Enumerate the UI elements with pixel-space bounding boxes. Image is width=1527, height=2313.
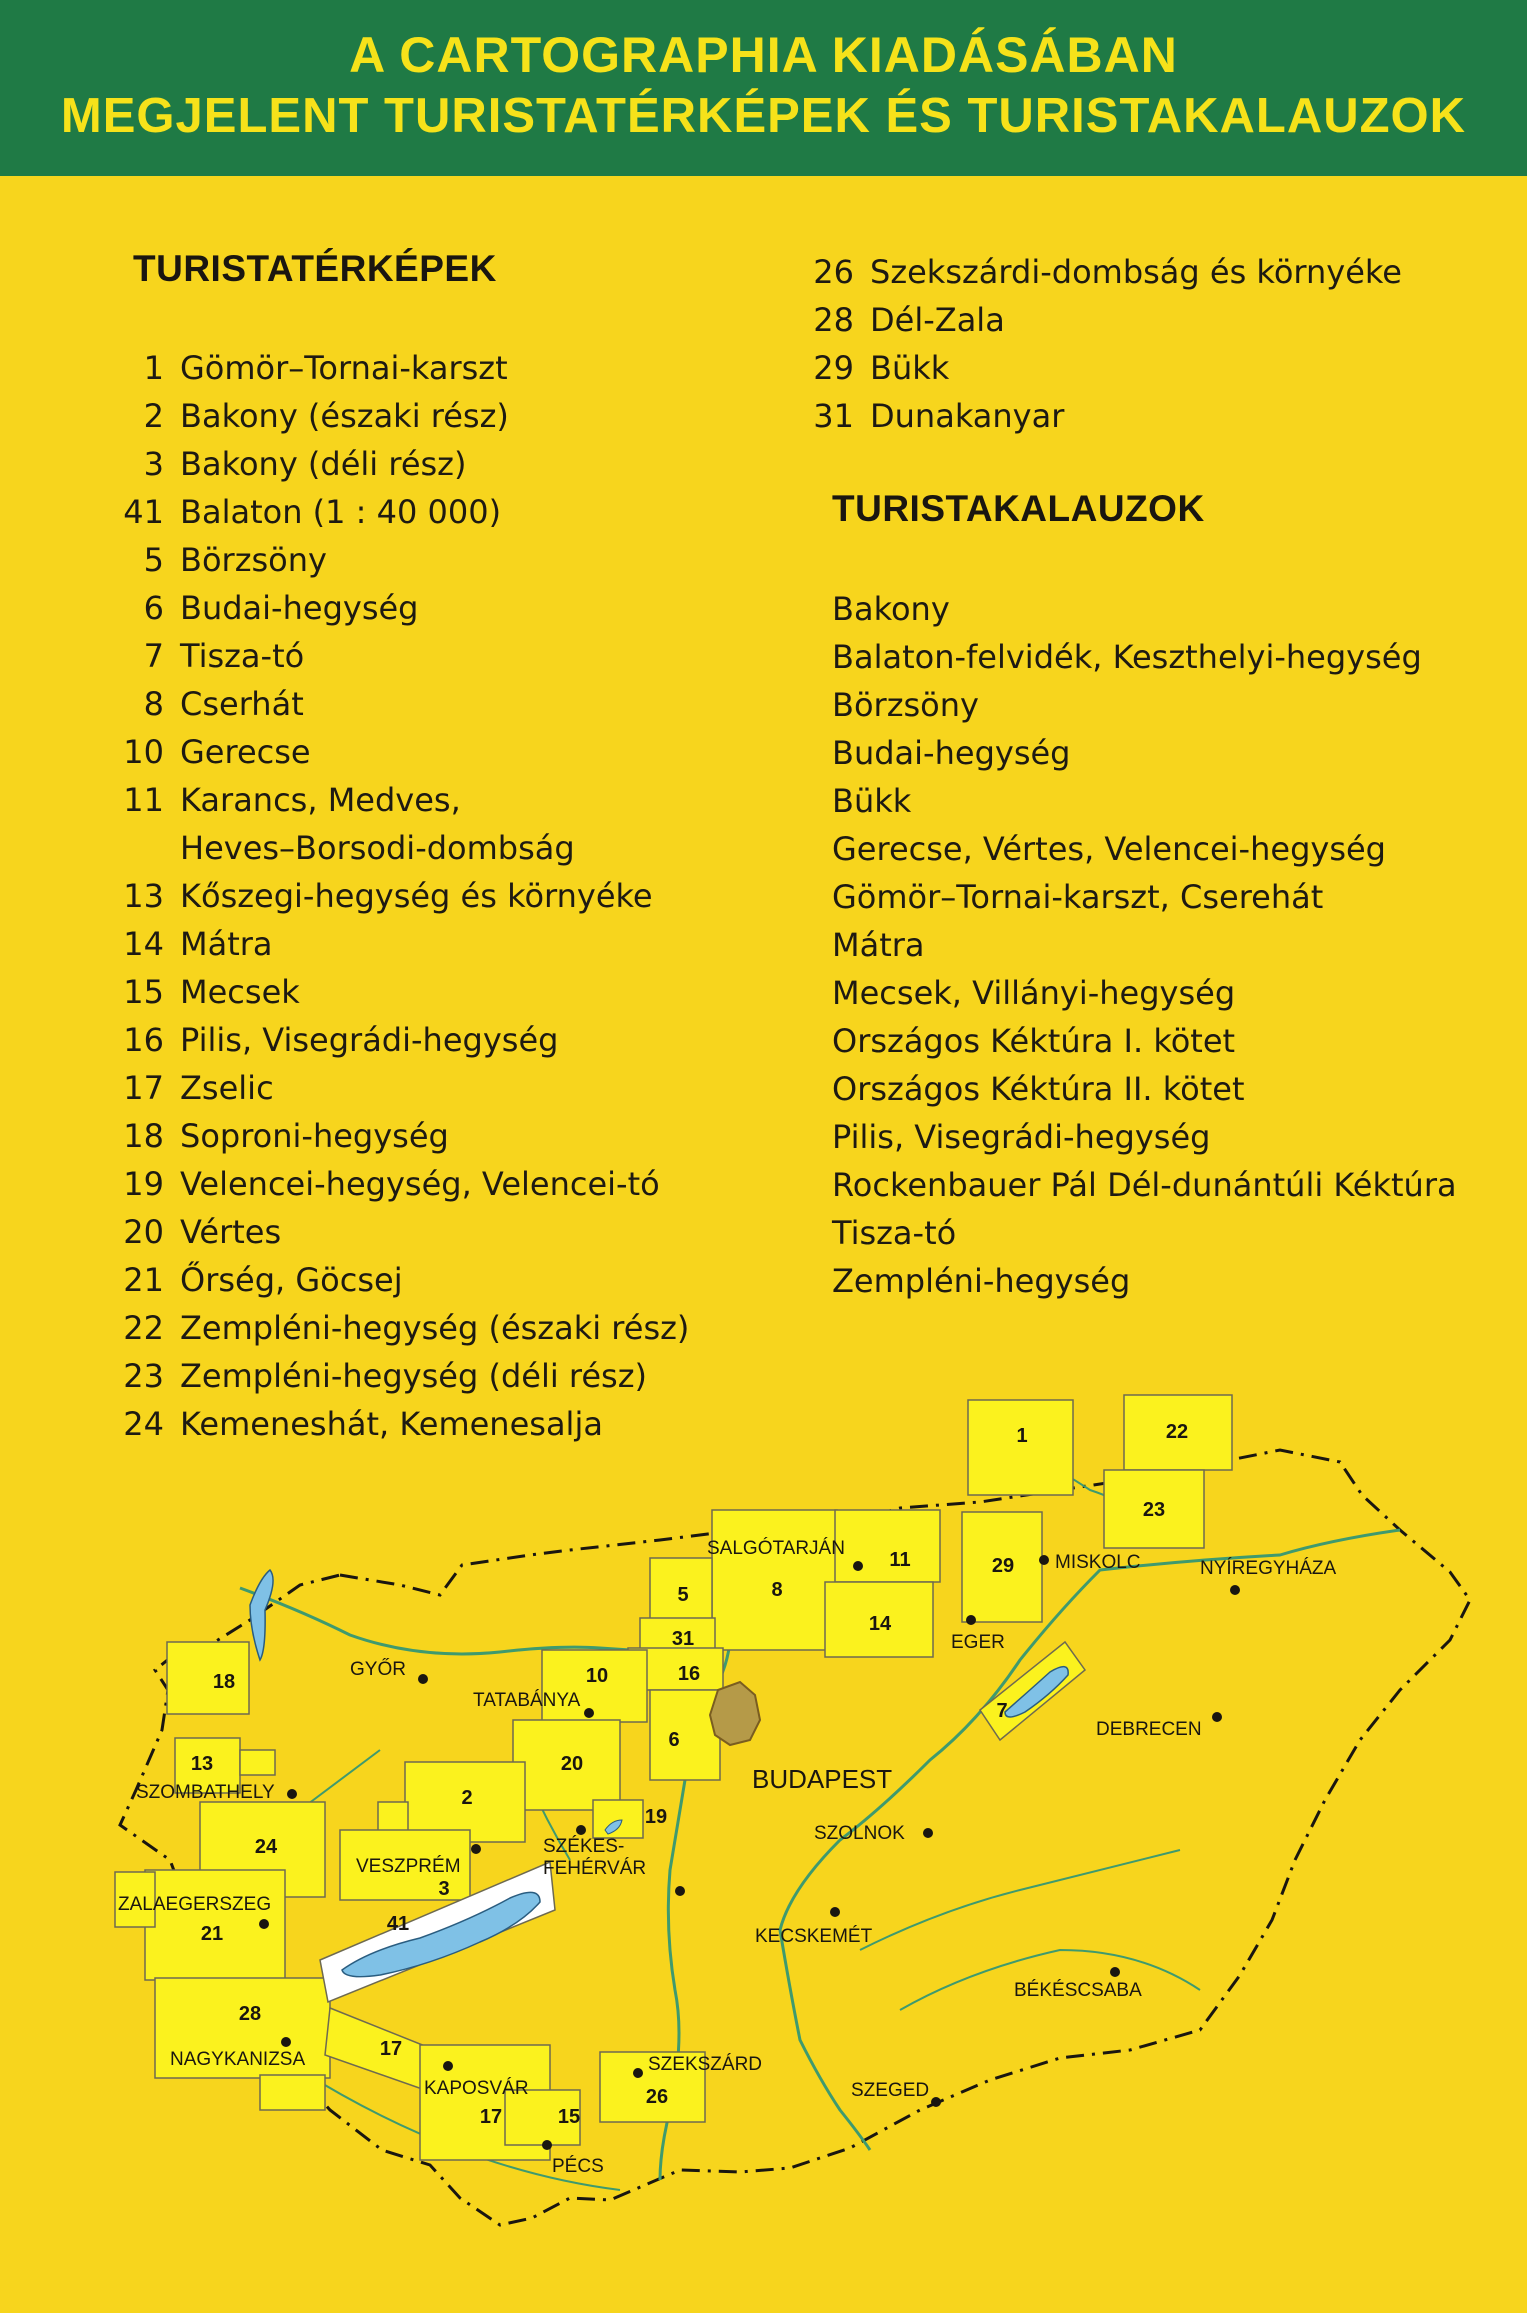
sheet-label-24: 24: [254, 1836, 278, 1858]
map-title: Zempléni-hegység (északi rész): [180, 1309, 690, 1347]
guide-list-item: [832, 729, 1512, 777]
city-label-zalaegerszeg: ZALAEGERSZEG: [118, 1894, 272, 1915]
map-title: Börzsöny: [180, 541, 327, 579]
map-title: Gömör–Tornai-karszt: [180, 349, 508, 387]
map-list-item: [122, 1304, 742, 1352]
sheet-label-20: 20: [560, 1753, 584, 1775]
lake-balaton: [342, 1892, 540, 1976]
sheet-label-28: 28: [238, 2003, 262, 2025]
banner-title-line-1: A CARTOGRAPHIA KIADÁSÁBAN: [349, 27, 1178, 83]
map-number: 8: [143, 685, 164, 723]
map-list-item: [122, 1112, 742, 1160]
map-list-item: [122, 632, 742, 680]
map-number: 19: [123, 1165, 164, 1203]
map-number: 22: [123, 1309, 164, 1347]
map-list-item: [812, 392, 1492, 440]
map-list-item: [122, 488, 742, 536]
sheet-label-5: 5: [677, 1584, 689, 1606]
map-title: Mátra: [180, 925, 273, 963]
city-label-kaposvar: KAPOSVÁR: [424, 2078, 529, 2099]
city-label-veszprem: VESZPRÉM: [356, 1856, 461, 1877]
map-list-item: [122, 824, 742, 872]
city-dot-zalaegerszeg: [259, 1919, 269, 1929]
guide-list-item: [832, 1257, 1512, 1305]
map-title: Velencei-hegység, Velencei-tó: [180, 1165, 660, 1203]
sheet-13-ext: [240, 1750, 275, 1775]
city-dot-kecskemet: [830, 1907, 840, 1917]
sheet-19: [593, 1800, 643, 1838]
map-title: Zselic: [180, 1069, 274, 1107]
city-dot-salgotarjan: [853, 1561, 863, 1571]
map-number: 14: [123, 925, 164, 963]
guide-list-item: [832, 825, 1512, 873]
city-label-szombathely: SZOMBATHELY: [136, 1782, 275, 1803]
city-label-nyiregyhaza: NYÍREGYHÁZA: [1200, 1558, 1337, 1579]
sheet-label-13: 13: [190, 1753, 214, 1775]
guide-list-item: [832, 969, 1512, 1017]
map-number: 23: [123, 1357, 164, 1395]
guide-list-item: [832, 681, 1512, 729]
map-list-item: [122, 584, 742, 632]
city-label-salgotarjan: SALGÓTARJÁN: [707, 1538, 845, 1559]
map-title: Kőszegi-hegység és környéke: [180, 877, 653, 915]
sheet-label-15: 15: [557, 2106, 581, 2128]
city-label-budapest: BUDAPEST: [752, 1764, 893, 1794]
map-list-item: [812, 344, 1492, 392]
map-list-item: [122, 968, 742, 1016]
city-dot-nagykanizsa: [281, 2037, 291, 2047]
city-label-eger: EGER: [951, 1632, 1005, 1653]
title-banner: [0, 0, 1527, 176]
map-list-item: [812, 248, 1492, 296]
city-dot-nyiregyhaza: [1230, 1585, 1240, 1595]
sheet-1: [968, 1400, 1073, 1495]
city-dot-kaposvar: [443, 2061, 453, 2071]
sheet-label-22: 22: [1165, 1421, 1189, 1443]
guide-title: Zempléni-hegység: [832, 1262, 1131, 1300]
map-list-item: [122, 344, 742, 392]
map-number: 3: [143, 445, 164, 483]
map-list-item: [122, 1256, 742, 1304]
city-label-kecskemet: KECSKEMÉT: [755, 1926, 873, 1947]
sheet-label-41: 41: [386, 1913, 410, 1935]
sheet-label-18: 18: [212, 1671, 236, 1693]
map-title: Tisza-tó: [180, 637, 305, 675]
map-title: Bakony (déli rész): [180, 445, 467, 483]
map-list-item: [122, 392, 742, 440]
city-dot-dunaujvaros: [675, 1886, 685, 1896]
map-title: Budai-hegység: [180, 589, 419, 627]
sheet-label-17-zselic: 17: [379, 2038, 403, 2060]
maps-heading: TURISTATÉRKÉPEK: [133, 248, 497, 289]
guide-title: Országos Kéktúra I. kötet: [832, 1022, 1236, 1060]
city-dot-tatabanya: [584, 1708, 594, 1718]
city-label-miskolc: MISKOLC: [1055, 1552, 1141, 1573]
map-number: 41: [123, 493, 164, 531]
map-list-item: [122, 440, 742, 488]
city-dot-bekescsaba: [1110, 1967, 1120, 1977]
sheet-label-11: 11: [889, 1549, 911, 1571]
map-list-item: [122, 728, 742, 776]
guide-list-item: [832, 1113, 1512, 1161]
city-dot-miskolc: [1039, 1555, 1049, 1565]
sheet-label-3: 3: [438, 1878, 450, 1900]
city-dot-szekesfehervar: [576, 1825, 586, 1835]
guide-title: Mátra: [832, 926, 925, 964]
guide-list-item: [832, 921, 1512, 969]
map-list-item: [122, 1208, 742, 1256]
map-number: 26: [813, 253, 854, 291]
guide-title: Gömör–Tornai-karszt, Cserehát: [832, 878, 1324, 916]
map-number: 13: [123, 877, 164, 915]
map-title: Balaton (1 : 40 000): [180, 493, 502, 531]
guide-list-item: [832, 1017, 1512, 1065]
city-dot-szolnok: [923, 1828, 933, 1838]
city-dot-pecs: [542, 2140, 552, 2150]
city-label-szekesfehervar-2: FEHÉRVÁR: [543, 1858, 647, 1879]
map-number: 2: [143, 397, 164, 435]
city-label-debrecen: DEBRECEN: [1096, 1719, 1202, 1740]
map-list-item: [812, 296, 1492, 344]
map-number: 6: [143, 589, 164, 627]
guide-list-item: [832, 633, 1512, 681]
city-dot-szeged: [931, 2097, 941, 2107]
guide-title: Országos Kéktúra II. kötet: [832, 1070, 1245, 1108]
map-list-item: [122, 872, 742, 920]
map-number: 20: [123, 1213, 164, 1251]
map-title: Vértes: [180, 1213, 282, 1251]
city-label-tatabanya: TATABÁNYA: [473, 1690, 581, 1711]
sheet-label-14: 14: [868, 1613, 892, 1635]
map-number: 24: [123, 1405, 164, 1443]
maps-list: [122, 344, 742, 1448]
map-number: 21: [123, 1261, 164, 1299]
guide-title: Bükk: [832, 782, 912, 820]
map-number: 11: [123, 781, 164, 819]
map-title: Heves–Borsodi-dombság: [180, 829, 575, 867]
guide-list-item: [832, 1209, 1512, 1257]
map-title: Őrség, Göcsej: [180, 1261, 403, 1299]
map-number: 15: [123, 973, 164, 1011]
map-list-item: [122, 776, 742, 824]
banner-title-line-2: MEGJELENT TURISTATÉRKÉPEK ÉS TURISTAKALAUZOK: [60, 89, 1467, 143]
guide-title: Tisza-tó: [832, 1214, 957, 1252]
guides-list: [832, 585, 1512, 1305]
map-list-item: [122, 1016, 742, 1064]
map-list-item: [122, 1160, 742, 1208]
map-title: Pilis, Visegrádi-hegység: [180, 1021, 559, 1059]
sheet-6: [650, 1690, 720, 1780]
guide-title: Rockenbauer Pál Dél-dunántúli Kéktúra: [832, 1166, 1457, 1204]
map-title: Szekszárdi-dombság és környéke: [870, 253, 1402, 291]
map-number: 1: [143, 349, 164, 387]
sheet-label-29: 29: [991, 1555, 1015, 1577]
sheet-label-16: 16: [677, 1663, 701, 1685]
map-title: Bakony (északi rész): [180, 397, 509, 435]
map-title: Cserhát: [180, 685, 304, 723]
map-number: 18: [123, 1117, 164, 1155]
city-label-szekszard: SZEKSZÁRD: [648, 2054, 763, 2075]
map-list-item: [122, 920, 742, 968]
city-dot-gyor: [418, 1674, 428, 1684]
sheet-28-ext: [260, 2075, 325, 2110]
sheet-label-10: 10: [585, 1665, 609, 1687]
guide-list-item: [832, 873, 1512, 921]
map-number: 17: [123, 1069, 164, 1107]
map-number: 31: [813, 397, 854, 435]
sheet-label-7: 7: [996, 1700, 1008, 1722]
sheet-label-8: 8: [771, 1579, 783, 1601]
sheet-label-31: 31: [671, 1628, 695, 1650]
sheet-2-ext: [378, 1802, 408, 1832]
guide-title: Budai-hegység: [832, 734, 1071, 772]
map-number: 28: [813, 301, 854, 339]
map-list-item: [122, 536, 742, 584]
sheet-label-19: 19: [644, 1806, 668, 1828]
city-dot-eger: [966, 1615, 976, 1625]
city-label-pecs: PÉCS: [552, 2156, 604, 2177]
map-title: Mecsek: [180, 973, 300, 1011]
map-number: 29: [813, 349, 854, 387]
map-title: Dél-Zala: [870, 301, 1005, 339]
guide-list-item: [832, 777, 1512, 825]
city-dot-szombathely: [287, 1789, 297, 1799]
guide-title: Bakony: [832, 590, 950, 628]
map-title: Kemeneshát, Kemenesalja: [180, 1405, 603, 1443]
city-label-szeged: SZEGED: [851, 2080, 930, 2101]
hungary-map: [100, 1390, 1480, 2280]
map-number: 5: [143, 541, 164, 579]
guide-list-item: [832, 1161, 1512, 1209]
map-number: 16: [123, 1021, 164, 1059]
city-dot-debrecen: [1212, 1712, 1222, 1722]
map-title: Soproni-hegység: [180, 1117, 449, 1155]
city-label-szolnok: SZOLNOK: [814, 1823, 905, 1844]
sheet-label-6: 6: [668, 1729, 680, 1751]
map-list-item: [122, 1064, 742, 1112]
map-number: 10: [123, 733, 164, 771]
lake-ferto: [250, 1570, 273, 1660]
city-label-gyor: GYŐR: [350, 1659, 406, 1680]
sheet-label-2: 2: [461, 1787, 473, 1809]
guide-title: Pilis, Visegrádi-hegység: [832, 1118, 1211, 1156]
sheet-label-26: 26: [645, 2086, 669, 2108]
map-title: Bükk: [870, 349, 950, 387]
guide-list-item: [832, 585, 1512, 633]
guide-title: Balaton-felvidék, Keszthelyi-hegység: [832, 638, 1422, 676]
city-label-szekesfehervar-1: SZÉKES-: [543, 1836, 625, 1857]
guide-title: Mecsek, Villányi-hegység: [832, 974, 1236, 1012]
map-title: Dunakanyar: [870, 397, 1065, 435]
sheet-18: [167, 1642, 249, 1714]
guide-list-item: [832, 1065, 1512, 1113]
sheet-label-1: 1: [1016, 1425, 1028, 1447]
city-label-nagykanizsa: NAGYKANIZSA: [170, 2049, 306, 2070]
city-dot-szekszard: [633, 2068, 643, 2078]
city-dot-veszprem: [471, 1844, 481, 1854]
sheet-label-23: 23: [1142, 1499, 1166, 1521]
map-title: Zempléni-hegység (déli rész): [180, 1357, 647, 1395]
sheet-label-17: 17: [479, 2106, 503, 2128]
budapest-area: [710, 1682, 760, 1745]
guide-title: Gerecse, Vértes, Velencei-hegység: [832, 830, 1386, 868]
maps-list-continued: [812, 248, 1492, 440]
sheet-11: [835, 1510, 940, 1582]
map-list-item: [122, 680, 742, 728]
sheet-label-21: 21: [200, 1923, 224, 1945]
city-label-bekescsaba: BÉKÉSCSABA: [1014, 1980, 1142, 2001]
map-number: 7: [143, 637, 164, 675]
map-title: Karancs, Medves,: [180, 781, 461, 819]
guides-heading: TURISTAKALAUZOK: [832, 488, 1205, 529]
guide-title: Börzsöny: [832, 686, 979, 724]
map-title: Gerecse: [180, 733, 311, 771]
